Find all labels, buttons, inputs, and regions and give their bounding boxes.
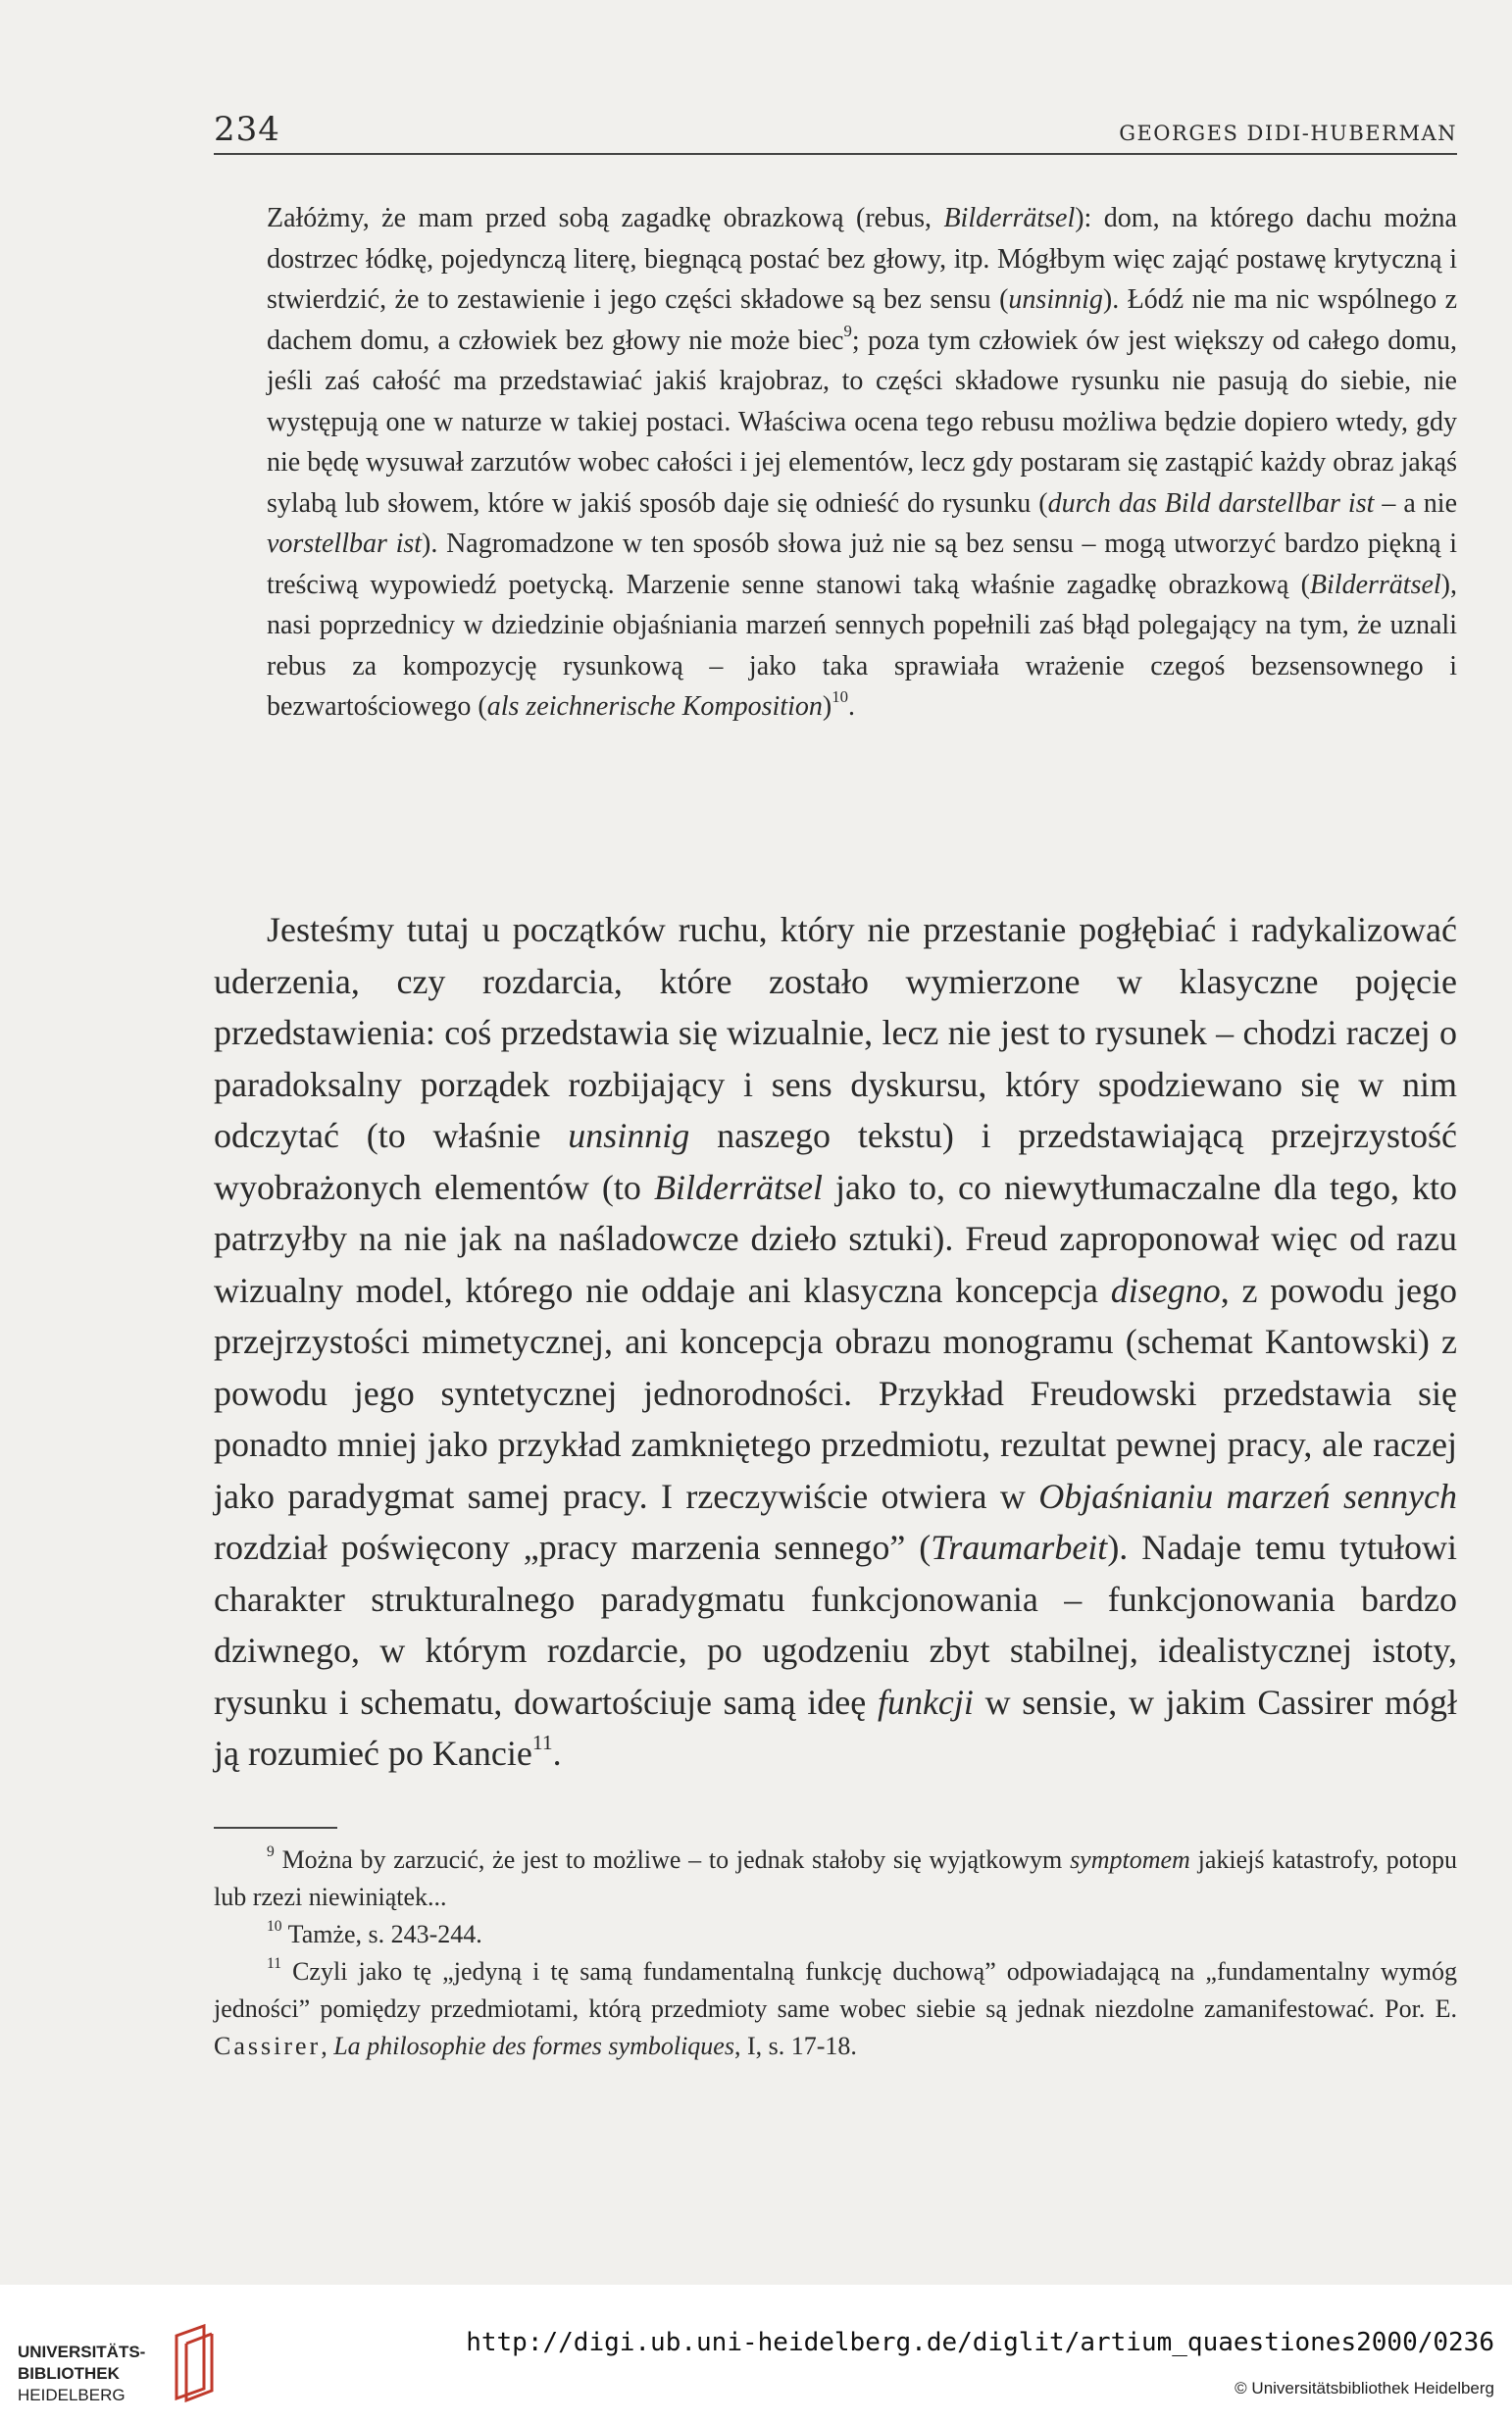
page-header: [214, 110, 1457, 155]
block-quote: Załóżmy, że mam przed sobą zagadkę obrazkową (rebus, Bilderrätsel): dom, na którego dachu można dostrzec łódkę, pojedynczą literę, biegnącą postać bez głowy, itp. Mógłbym więc zająć postawę krytyczną i stwierdzić, że to zestawienie i jego części składowe są bez sensu (unsinnig). Łódź nie ma nic wspólnego z dachem domu, a człowiek bez głowy nie może biec$^9$; poza tym człowiek ów jest większy od całego domu, jeśli zaś całość ma przedstawiać jakiś krajobraz, to części składowe rysunku nie pasują do siebie, nie występują one w naturze w takiej postaci. Właściwa ocena tego rebusu możliwa będzie dopiero wtedy, gdy nie będę wysuwał zarzutów wobec całości i jej elementów, lecz gdy postaram się zastąpić każdy obraz jakąś sylabą lub słowem, które w jakiś sposób daje się odnieść do rysunku (durch das Bild darstellbar ist – a nie vorstellbar ist). Nagromadzone w ten sposób słowa już nie są bez sensu – mogą utworzyć bardzo piękną i treściwą wypowiedź poetycką. Marzenie senne stanowi taką właśnie zagadkę obrazkową (Bilderrätsel), nasi poprzednicy w dziedzinie objaśniania marzeń sennych popełnili zaś błąd polegający na tym, że uznali rebus za kompozycję rysunkową – jako taka sprawiała wrażenie czegoś bezsensownego i bezwartościowego (als zeichnerische Komposition)$^{10}$.: [267, 203, 1457, 722]
footnote-11: $^{11}$ Czyli jako tę „jedyną i tę samą fundamentalną funkcję duchową” odpowiadającą na „fundamentalny wymóg jedności” pomiędzy przedmiotami, którą przedmioty same wobec siebie są jednak niezdolne zamanifestować. Por. E. Cassirer, La philosophie des formes symboliques, I, s. 17-18.: [214, 1955, 1457, 2060]
footnote-ref-10[interactable]: 10: [832, 687, 848, 707]
source-url-link[interactable]: http://digi.ub.uni-heidelberg.de/diglit/artium_quaestiones2000/0236: [466, 2328, 1494, 2357]
body-paragraph: Jesteśmy tutaj u początków ruchu, który nie przestanie pogłębiać i radykalizować uderzenia, czy rozdarcia, które zostało wymierzone w klasyczne pojęcie przedstawienia: coś przedstawia się wizualnie, lecz nie jest to rysunek – chodzi raczej o paradoksalny porządek rozbijający i sens dyskursu, który spodziewano się w nim odczytać (to właśnie unsinnig naszego tekstu) i przedstawiającą przejrzystość wyobrażonych elementów (to Bilderrätsel jako to, co niewytłumaczalne dla tego, kto patrzyłby na nie jak na naśladowcze dzieło sztuki). Freud zaproponował więc od razu wizualny model, którego nie oddaje ani klasyczna koncepcja disegno, z powodu jego przejrzystości mimetycznej, ani koncepcja obrazu monogramu (schemat Kantowski) z powodu jego syntetycznej jednorodności. Przykład Freudowski przedstawia się ponadto mniej jako przykład zamkniętego przedmiotu, rezultat pewnej pracy, ale raczej jako paradygmat samej pracy. I rzeczywiście otwiera w Objaśnianiu marzeń sennych rozdział poświęcony „pracy marzenia sennego” (Traumarbeit). Nadaje temu tytułowi charakter strukturalnego paradygmatu funkcjonowania – funkcjonowania bardzo dziwnego, w którym rozdarcie, po ugodzeniu zbyt stabilnej, idealistycznej istoty, rysunku i schematu, dowartościuje samą ideę funkcji w sensie, w jakim Cassirer mógł ją rozumieć po Kancie$^{11}$.: [214, 910, 1458, 1773]
running-head: GEORGES DIDI-HUBERMAN: [1119, 122, 1457, 145]
footnote-ref-11[interactable]: 11: [531, 1730, 553, 1754]
footnote-10: $^{10}$ Tamże, s. 243-244.: [267, 1918, 482, 1948]
footnotes: [214, 1842, 1457, 2065]
library-logo-icon: [147, 2324, 220, 2404]
footnote-9: $^9$ Można by zarzucić, że jest to możliwe – to jednak stałoby się wyjątkowym symptomem jakiejś katastrofy, potopu lub rzezi niewiniątek...: [214, 1843, 1457, 1911]
library-footer: [0, 2285, 1512, 2422]
footnote-ref-9[interactable]: 9: [843, 321, 852, 340]
page-number: 234: [214, 110, 280, 149]
library-logo-text: UNIVERSITÄTS- BIBLIOTHEK HEIDELBERG: [18, 2343, 146, 2404]
copyright-notice: © Universitätsbibliothek Heidelberg: [1235, 2379, 1494, 2397]
footnote-separator: [214, 1827, 337, 1829]
